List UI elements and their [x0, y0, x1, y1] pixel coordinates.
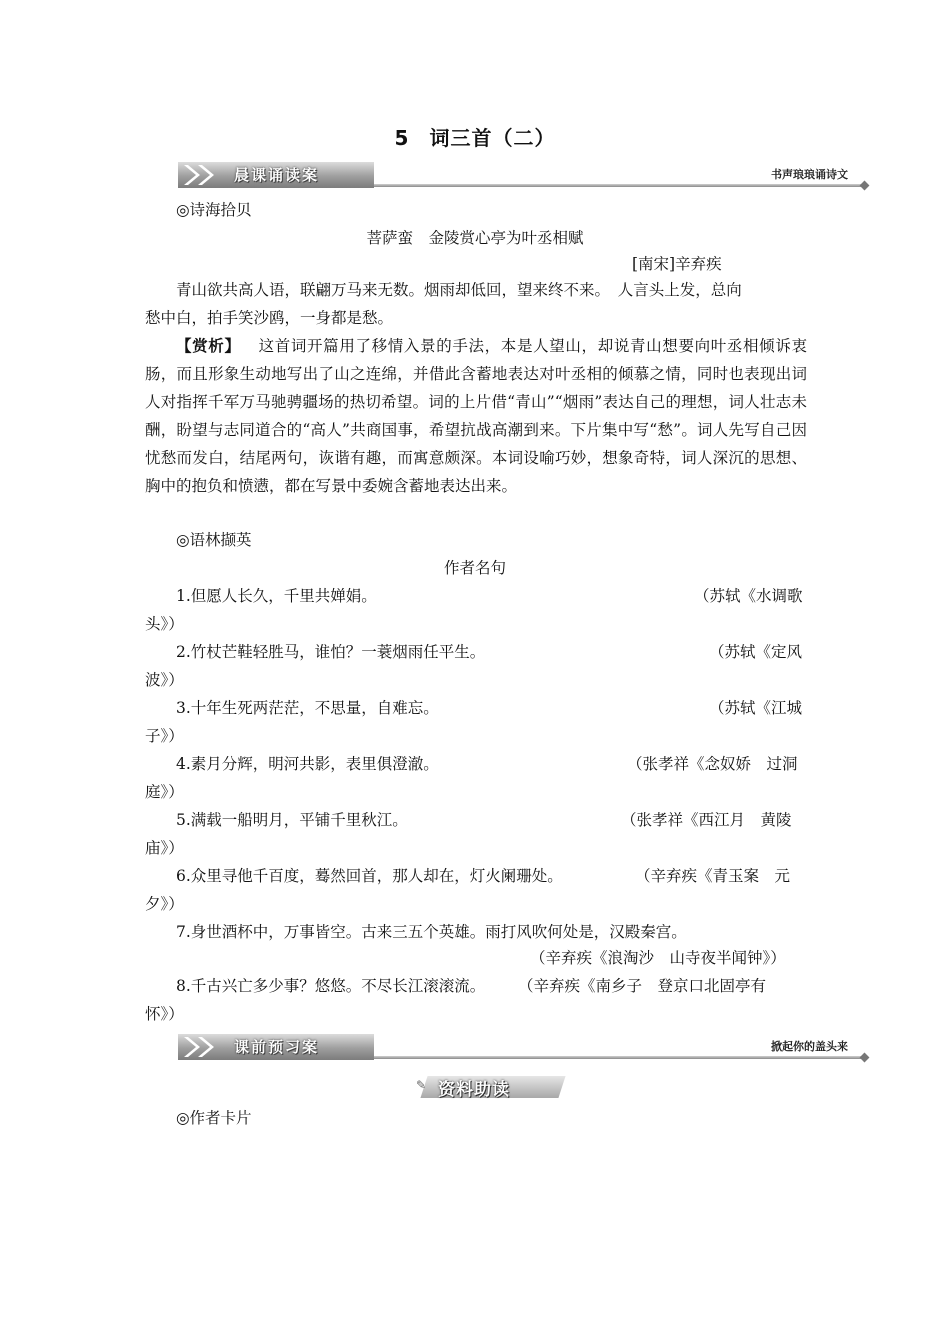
- page-title: [0, 122, 950, 151]
- poem-title: 菩萨蛮 金陵赏心亭为叶丞相赋: [366, 229, 584, 247]
- quote-text: 3.十年生死两茫茫，不思量，自难忘。: [176, 699, 439, 717]
- diamond-icon: [860, 1053, 870, 1063]
- quotes-subtitle: 作者名句: [443, 559, 506, 577]
- sub-banner-label: 资料助读: [438, 1080, 510, 1100]
- poem-author: [南宋]辛弃疾: [632, 255, 722, 273]
- quote-source: （辛弃疾《浪淘沙 山寺夜半闻钟》）: [530, 949, 786, 967]
- quote-text: 2.竹杖芒鞋轻胜马，谁怕？一蓑烟雨任平生。: [176, 643, 486, 661]
- section-heading-poetry: ◎诗海拾贝: [176, 201, 252, 219]
- banner-rule: [374, 184, 862, 187]
- quote-text: 5.满载一船明月，平铺千里秋江。: [176, 811, 408, 829]
- quote-source-end: 波》）: [145, 671, 184, 689]
- quote-source: （张孝祥《念奴娇 过洞: [627, 755, 798, 773]
- lesson-title: 词三首（二）: [429, 126, 556, 150]
- analysis-paragraph: [145, 332, 807, 500]
- banner-bar: [178, 1034, 374, 1060]
- chevron-arrows-icon: [178, 162, 234, 188]
- quote-text: 4.素月分辉，明河共影，表里俱澄澈。: [176, 755, 439, 773]
- quote-text: 7.身世酒杯中，万事皆空。古来三五个英雄。雨打风吹何处是，汉殿秦宫。: [176, 923, 687, 941]
- quote-source-end: 庙》）: [145, 839, 184, 857]
- analysis-label: 【赏析】: [176, 337, 241, 355]
- diamond-icon: [860, 181, 870, 191]
- quote-source: （辛弃疾《青玉案 元: [635, 867, 791, 885]
- section-banner-preview: [178, 1034, 868, 1060]
- banner-slogan: 掀起你的盖头来: [771, 1040, 848, 1053]
- lesson-number: 5: [394, 126, 410, 150]
- section-heading-author: ◎作者卡片: [176, 1109, 252, 1127]
- pen-icon: ✎: [416, 1078, 427, 1092]
- quote-source: （苏轼《定风: [709, 643, 803, 661]
- quote-source: （苏轼《江城: [709, 699, 803, 717]
- quote-text: 8.千古兴亡多少事？悠悠。不尽长江滚滚流。: [176, 977, 486, 995]
- analysis-text: 这首词开篇用了移情入景的手法，本是人望山，却说青山想要向叶丞相倾诉衷肠，而且形象生动地写出了山之连绵，并借此含蓄地表达对叶丞相的倾慕之情，同时也表现出词人对指挥千军万马驰骋疆场的热切希望。词的上片借“青山”“烟雨”表达自己的理想，词人壮志未酬，盼望与志同道合的“高人”共商国事，希望抗战高潮到来。下片集中写“愁”。词人先写自己因忧愁而发白，结尾两句，诙谐有趣，而寓意颇深。本词设喻巧妙，想象奇特，词人深沉的思想、胸中的抱负和愤懑，都在写景中委婉含蓄地表达出来。: [145, 337, 807, 495]
- banner-label: 课前预习案: [234, 1038, 320, 1056]
- banner-slogan: 书声琅琅诵诗文: [771, 168, 848, 181]
- quote-source: （辛弃疾《南乡子 登京口北固亭有: [518, 977, 767, 995]
- poem-line: 愁中白，拍手笑沙鸥，一身都是愁。: [145, 309, 394, 327]
- quote-source-end: 怀》）: [145, 1005, 184, 1023]
- quote-text: 1.但愿人长久，千里共婵娟。: [176, 587, 377, 605]
- poem-line: 青山欲共高人语，联翩万马来无数。烟雨却低回，望来终不来。 人言头上发，总向: [176, 281, 742, 299]
- quote-source-end: 夕》）: [145, 895, 184, 913]
- quote-source: （张孝祥《西江月 黄陵: [621, 811, 792, 829]
- quote-text: 6.众里寻他千百度，蓦然回首，那人却在，灯火阑珊处。: [176, 867, 563, 885]
- chevron-arrows-icon: [178, 1034, 234, 1060]
- quote-source-end: 子》）: [145, 727, 184, 745]
- quote-source-end: 庭》）: [145, 783, 184, 801]
- section-heading-quotes: ◎语林撷英: [176, 531, 252, 549]
- banner-bar: [178, 162, 374, 188]
- section-banner-morning: [178, 162, 868, 188]
- banner-rule: [374, 1056, 862, 1059]
- sub-banner: [416, 1074, 566, 1100]
- banner-label: 晨课诵读案: [234, 166, 320, 184]
- quote-source-end: 头》）: [145, 615, 184, 633]
- quote-source: （苏轼《水调歌: [694, 587, 803, 605]
